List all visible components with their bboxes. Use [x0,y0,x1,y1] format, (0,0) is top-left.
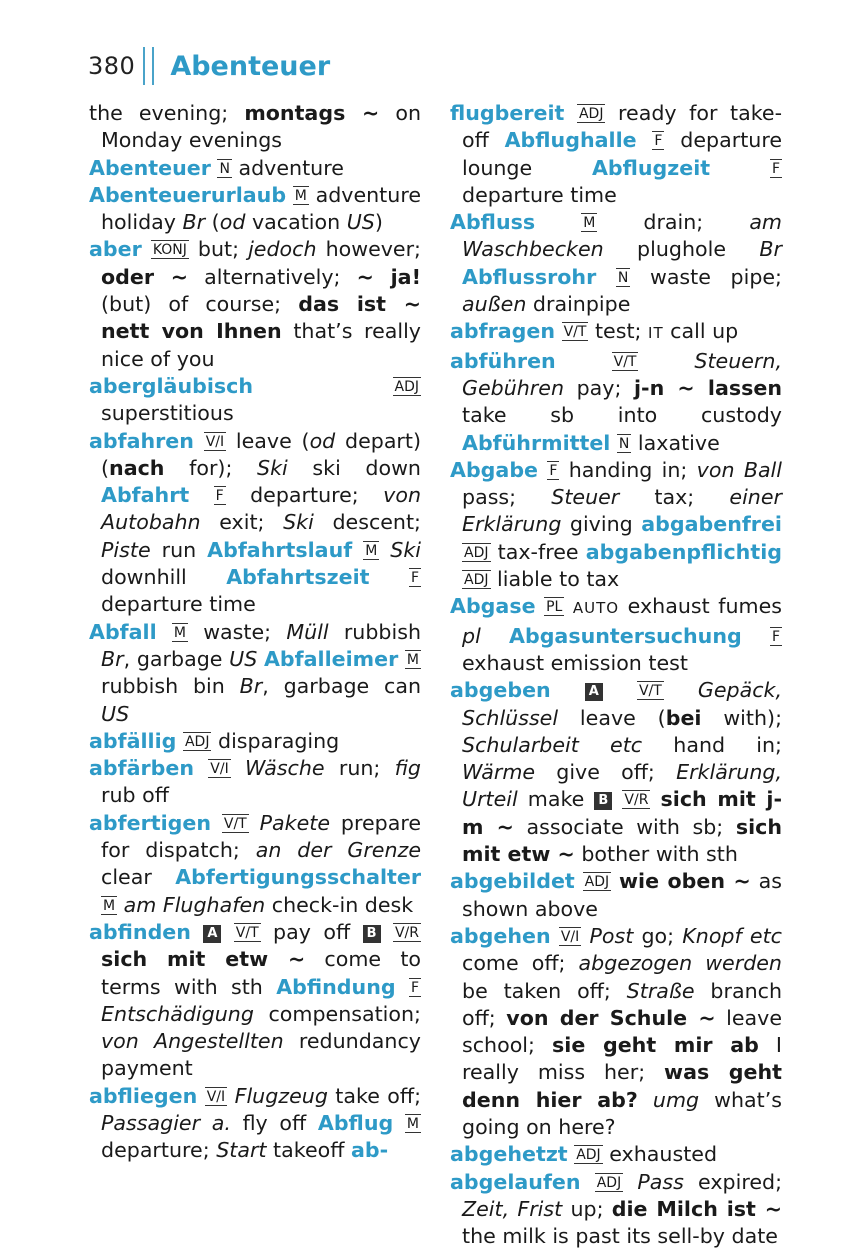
grammar-label: N [617,269,629,286]
text: expired; [683,1169,783,1194]
text [637,128,653,152]
headword: abgeben [450,678,551,703]
headword: abgelaufen [450,1169,581,1194]
italic-label: Br [182,210,206,235]
text: , garbage can [262,674,421,699]
bold-phrase: ~ ja! [356,264,421,289]
headword: Abflugzeit [591,155,711,180]
grammar-label: M [294,187,307,204]
domain-label: AUTO [572,599,620,618]
italic-label: Erklärung, Urteil [462,760,782,812]
grammar-label: F [771,628,781,645]
text: exhaust fumes [619,594,782,619]
text: prepare for dispatch; [101,810,422,863]
grammar-label: M [406,1115,420,1132]
text [286,183,293,207]
dictionary-entry [89,755,421,810]
dictionary-entry [450,318,782,347]
text: rub off [101,783,169,808]
text: departure time [101,592,256,617]
dictionary-entry [450,1141,782,1168]
text: leave school; [462,1005,783,1058]
headword: Abflughalle [504,128,637,153]
dictionary-entry [450,593,782,677]
text [194,429,204,453]
headword: Abflussrohr [462,264,597,289]
text [253,374,392,398]
grammar-label: ADJ [464,572,489,589]
text: superstitious [101,401,234,426]
headword: aber [89,237,142,262]
text [211,811,222,835]
text [556,349,612,373]
text: branch off; [462,978,782,1030]
text: compensation; [253,1001,421,1026]
headword: abfragen [450,319,556,344]
grammar-label: M [103,897,116,914]
grammar-label: V/T [223,815,247,832]
text: the evening; [89,101,245,125]
text: , garbage [123,646,230,671]
italic-label: Flugzeug [234,1083,328,1108]
text: disparaging [211,728,340,753]
text [650,787,660,811]
italic-label: Steuer [551,485,620,510]
headword: Abfahrt [101,483,190,508]
dictionary-entry [450,348,782,457]
running-head: Abenteuer [170,50,331,82]
headword: abgebildet [450,869,575,894]
italic-label: Steuern, Gebühren [462,348,782,400]
dictionary-entry [450,209,782,318]
italic-label: Gepäck, Schlüssel [462,678,783,730]
italic-label: von Autobahn [101,483,422,535]
italic-label: US [229,646,258,671]
grammar-label: ADJ [464,544,489,561]
grammar-label: M [583,215,596,232]
text [393,1111,405,1135]
dictionary-entry [450,1169,782,1250]
headword: Abfertigungsschalter [175,865,421,890]
sense-marker: B [594,792,612,810]
text: adventure holiday [101,182,421,235]
bold-phrase: von der Schule ~ [506,1005,716,1030]
dictionary-entry [89,919,421,1083]
text: clear [101,865,176,890]
text: run; [324,756,395,781]
italic-label: außen [462,292,527,317]
text [157,620,172,644]
text [194,756,208,780]
italic-label: am Flughafen [123,892,266,917]
text [638,349,694,373]
bold-phrase: bei [665,705,702,730]
text: exhausted [602,1142,718,1167]
bold-phrase: sich mit etw ~ [101,947,306,972]
text: but; [188,237,249,262]
text [596,265,616,289]
bold-phrase: sie geht mir ab [552,1033,759,1058]
grammar-label: V/R [394,924,420,941]
left-column [89,100,421,1165]
text: rubbish bin [101,674,240,699]
text: depart) ( [101,428,422,480]
italic-label: Schularbeit etc [462,732,643,757]
text: the milk is past its sell-by date [462,1224,778,1249]
text [551,678,585,702]
bold-phrase: wie oben ~ [618,869,751,894]
text [231,756,245,780]
grammar-label: M [173,624,186,641]
text: what’s going on here? [462,1087,782,1139]
text: run [150,537,208,562]
text: vacation [245,210,347,235]
text [249,811,260,835]
grammar-label: M [406,651,420,668]
text [398,647,405,671]
text [535,210,581,234]
sense-marker: B [363,925,381,943]
grammar-label: F [549,462,558,479]
dictionary-entry [450,457,782,593]
text: exhaust emission test [462,650,688,675]
text [257,647,264,671]
text [481,624,509,648]
headword: Abgabe [450,457,539,482]
dictionary-entry [89,728,421,755]
dictionary-entry [89,428,421,619]
text: waste; [187,619,287,644]
italic-label: Zeit, Frist [462,1196,563,1221]
text: call up [663,319,739,344]
text: drain; [597,210,750,235]
text: as shown above [462,869,782,921]
text: take off; [327,1083,422,1108]
grammar-label: F [771,160,780,177]
grammar-label: F [410,570,419,587]
grammar-label: V/R [624,792,649,809]
grammar-label: V/I [206,1088,226,1105]
dictionary-entry [450,868,782,923]
text: exit; [200,510,284,535]
grammar-label: KONJ [152,242,187,259]
page-header [88,46,330,86]
text: handing in; [559,457,697,482]
dictionary-entry [450,100,782,209]
grammar-label: PL [546,599,563,616]
text [664,678,698,702]
headword: abfinden [89,919,191,944]
italic-label: Entschädigung [101,1001,254,1026]
headword: abfliegen [89,1083,198,1108]
headword: Abfindung [276,974,396,999]
dictionary-entry [89,373,421,428]
grammar-label: F [215,488,224,505]
header-divider [143,47,154,85]
dictionary-entry [450,923,782,1141]
text: alternatively; [188,264,357,289]
italic-label: einer Erklärung [462,485,782,537]
text: test; [588,319,649,344]
text: bother with sth [574,842,738,867]
right-column [450,100,782,1250]
italic-label: US [346,210,375,235]
text: come to terms with sth [101,947,421,999]
text: leave ( [226,428,310,453]
text [370,565,409,589]
text [551,924,559,948]
italic-label: jedoch [248,237,317,262]
grammar-label: V/I [560,928,580,945]
headword: Abfahrtslauf [207,537,353,562]
text: pay; [564,375,634,400]
text: giving [561,512,642,537]
bold-phrase: was geht denn hier ab? [462,1060,782,1112]
headword: abfertigen [89,810,211,835]
grammar-label: V/T [235,924,259,941]
text: make [517,787,595,812]
text: check-in desk [265,892,414,917]
dictionary-entry [89,100,421,155]
headword: Abenteuerurlaub [89,182,287,207]
text: give off; [535,760,677,785]
bold-phrase: j-n ~ lassen [633,375,782,400]
grammar-label: N [618,435,630,452]
grammar-label: ADJ [184,733,210,750]
italic-label: von Ball [696,457,783,482]
italic-label: Piste [101,537,151,562]
text: descent; [313,510,421,535]
grammar-label: M [365,542,378,559]
text: however; [316,237,421,262]
text: drainpipe [526,292,631,317]
italic-label: Knopf etc [682,923,782,948]
text [379,538,390,562]
text: ready for take-off [462,101,782,153]
bold-phrase: das ist ~ nett von Ihnen [101,292,421,344]
sense-marker: A [585,683,603,701]
dictionary-entry [89,155,421,182]
text [710,156,770,180]
text: pay off [260,919,363,944]
text [564,101,577,125]
text: take sb into custody [462,403,782,428]
text: departure; [101,1138,217,1163]
bold-phrase: montags ~ [244,101,380,125]
text: departure time [462,182,617,207]
sense-marker: A [203,925,221,943]
italic-label: Ski [257,455,288,480]
text: that’s really nice of you [101,319,421,371]
grammar-label: V/T [613,353,637,370]
headword: Abfahrtszeit [226,565,370,590]
grammar-label: V/T [563,324,587,341]
italic-label: US [101,701,130,726]
text: fly off [230,1110,318,1135]
headword: Abgasuntersuchung [509,623,742,648]
dictionary-entry [450,677,782,868]
italic-label: Pass [637,1169,684,1194]
domain-label: IT [648,324,664,343]
text [564,594,573,618]
dictionary-entry [89,619,421,728]
text: be taken off; [462,978,627,1003]
text: come off; [462,951,579,976]
grammar-label: ADJ [584,874,610,891]
text [603,678,637,702]
text [221,920,233,944]
text [396,975,409,999]
headword: abfahren [89,428,194,453]
text: leave ( [558,705,666,730]
text [352,538,363,562]
headword: abgehen [450,923,551,948]
text [191,920,203,944]
italic-label: Müll [286,619,329,644]
bold-phrase: die Milch ist ~ [611,1196,782,1221]
text [575,869,583,893]
grammar-label: V/T [638,683,662,700]
text: redundancy payment [101,1029,421,1081]
grammar-label: ADJ [596,1174,622,1191]
italic-label: od [309,428,336,453]
italic-label: od [219,210,246,235]
grammar-label: V/I [210,761,229,778]
italic-label: Wärme [462,760,536,785]
text: ski down [287,455,421,480]
headword: Abfall [89,619,157,644]
text [536,594,545,618]
text: departure; [225,483,384,508]
text: go; [633,923,683,948]
text: for); [164,455,258,480]
bold-phrase: sich mit etw ~ [462,814,783,867]
text: ) [374,210,383,235]
text: adventure [231,155,344,180]
headword: ab- [350,1138,389,1163]
italic-label: fig [394,756,422,781]
italic-label: pl [462,623,481,648]
headword: abfällig [89,728,177,753]
text: I really miss her; [462,1033,782,1085]
text: up; [562,1196,612,1221]
grammar-label: F [410,979,420,996]
text: downhill [101,565,227,590]
text [612,787,622,811]
text: pass; [462,485,552,510]
text: associate with sb; [513,814,736,839]
italic-label: Pakete [259,810,330,835]
page-number: 380 [88,52,136,80]
italic-label: am Waschbecken [462,210,782,262]
text [538,458,547,482]
dictionary-entry [89,1083,421,1165]
italic-label: an der Grenze [255,838,421,863]
bold-phrase: sich mit j-m ~ [462,787,782,839]
text [227,1084,234,1108]
grammar-label: N [219,160,230,177]
headword: Abenteuer [89,155,211,180]
italic-label: Br [759,237,782,262]
italic-label: Ski [283,510,314,535]
text [189,483,213,507]
text: rubbish [328,619,421,644]
grammar-label: ADJ [578,106,604,122]
dictionary-entry [89,810,421,919]
headword: abergläubisch [89,373,254,398]
bold-phrase: nach [109,455,165,480]
headword: Abfluss [450,210,536,235]
grammar-label: F [654,133,663,150]
text: tax; [619,485,730,510]
text [611,869,619,893]
text [142,237,151,261]
text: hand in; [642,732,782,757]
text: waste pipe; [630,264,782,289]
headword: Abführmittel [462,430,611,455]
text: tax-free [490,539,586,564]
dictionary-entry [89,236,421,372]
text [581,1170,595,1194]
headword: flugbereit [450,101,565,125]
text: plughole [603,237,760,262]
grammar-label: ADJ [576,1147,601,1164]
text: laxative [631,430,720,455]
grammar-label: V/I [205,433,225,450]
headword: Abgase [450,594,536,619]
text [197,1084,204,1108]
italic-label: Post [589,923,634,948]
grammar-label: ADJ [394,378,419,395]
headword: abführen [450,348,556,373]
headword: Abflug [317,1110,394,1135]
text: with); [701,705,783,730]
italic-label: Br [101,646,124,671]
headword: Abfalleimer [263,646,399,671]
italic-label: Br [239,674,263,699]
text: liable to tax [490,567,620,592]
italic-label: Straße [626,978,695,1003]
dictionary-entry [89,182,421,237]
text: departure lounge [462,128,783,180]
headword: abgabenpflichtig [585,539,782,564]
italic-label: umg [652,1087,700,1112]
text [638,1088,653,1112]
headword: abgabenfrei [641,512,782,537]
text: ( [205,210,220,235]
italic-label: von Angestellten [101,1029,284,1054]
italic-label: Wäsche [244,756,325,781]
bold-phrase: oder ~ [101,264,189,289]
text: takeoff [266,1138,351,1163]
text: (but) of course; [101,292,299,317]
headword: abfärben [89,756,195,781]
italic-label: Start [216,1138,267,1163]
text [623,1170,637,1194]
text [742,624,770,648]
italic-label: abgezogen werden [578,951,782,976]
text [381,920,393,944]
italic-label: Ski [390,537,421,562]
italic-label: Passagier a. [101,1110,231,1135]
text: on Monday evenings [101,101,422,153]
headword: abgehetzt [450,1142,568,1167]
